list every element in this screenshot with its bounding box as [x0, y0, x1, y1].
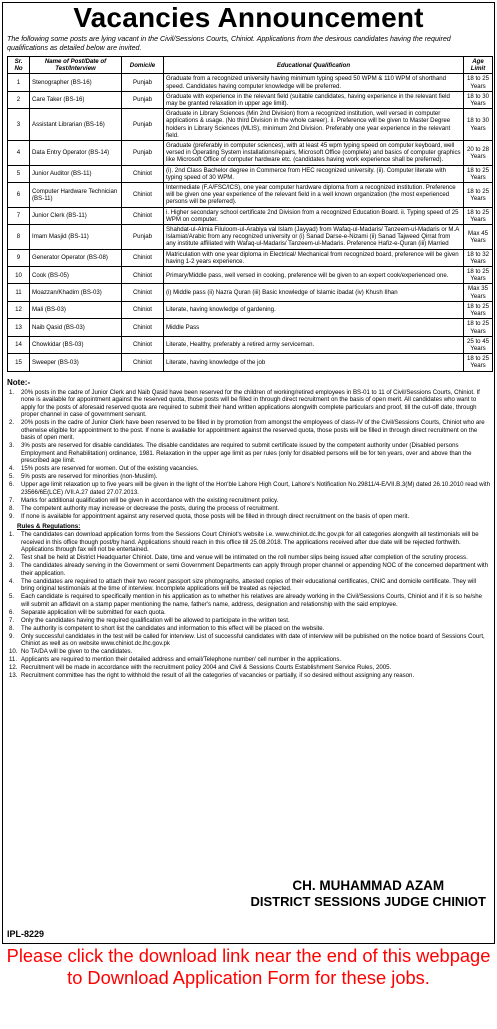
cell-post: Imam Masjid (BS-11) [30, 225, 122, 250]
cell-domicile: Chiniot [122, 284, 164, 301]
note-item-number: 3. [9, 442, 15, 450]
cell-sr: 4 [8, 141, 30, 166]
note-item [7, 513, 490, 521]
cell-sr: 6 [8, 183, 30, 208]
cell-post: Computer Hardware Technician (BS-11) [30, 183, 122, 208]
note-item-text: If none is available for appointment against any reserved quota, those posts will be filled in through direct recruitment on the basis of open merit. [21, 512, 410, 520]
note-item-number: 1. [9, 388, 15, 396]
ad-title: Vacancies Announcement [73, 2, 424, 33]
cell-post: Naib Qasid (BS-03) [30, 319, 122, 336]
cell-post: Junior Auditor (BS-11) [30, 165, 122, 182]
signatory-designation: DISTRICT SESSIONS JUDGE CHINIOT [250, 894, 486, 909]
table-row [8, 225, 493, 250]
table-row [8, 336, 493, 353]
cell-qualification: Matriculation with one year diploma in Electrical/ Mechanical from recognized board, preference will be given having 1-2 years experience. [164, 249, 464, 266]
note-item-text: 20% posts in the cadre of Junior Clerk have been reserved to be filled in by promotion from amongst the employees of class-IV of the Civil/Sessions Courts, Chiniot who are otherwise eligible for appointment to the post. If none is available for appointment against the reserved quota, those posts will be filled in through direct recruitment on the basis of open merit. [21, 419, 485, 442]
cell-domicile: Punjab [122, 74, 164, 91]
cell-post: Stenographer (BS-16) [30, 74, 122, 91]
rules-list [7, 531, 490, 680]
cell-qualification: (i) Middle pass (ii) Nazra Quran (iii) Basic knowledge of Islamic ibadat (iv) Khush Ilhan [164, 284, 464, 301]
rule-item [7, 617, 490, 625]
rule-item-text: Recruitment committee has the right to withhold the result of all the categories of vacancies or partially, if so desired without assigning any reason. [21, 672, 415, 680]
cell-post: Generator Operator (BS-08) [30, 249, 122, 266]
vacancies-table [7, 56, 493, 372]
rule-item-number: 12. [9, 664, 18, 672]
note-item-number: 5. [9, 473, 15, 481]
cell-sr: 14 [8, 336, 30, 353]
ad-intro: The following some posts are lying vacant in the Civil/Sessions Courts, Chiniot. Applications from the desirous candidates having the required qualifications as detailed below are invited. [7, 35, 451, 52]
cell-post: Chowkidar (BS-03) [30, 336, 122, 353]
table-row [8, 267, 493, 284]
note-item [7, 465, 490, 473]
header-age: Age Limit [464, 57, 493, 74]
table-row [8, 207, 493, 224]
cell-age: Max 45 Years [464, 225, 493, 250]
cell-qualification: Middle Pass [164, 319, 464, 336]
cell-sr: 12 [8, 301, 30, 318]
rule-item-text: No TA/DA will be given to the candidates. [21, 648, 133, 656]
cell-age: 18 to 25 Years [464, 267, 493, 284]
rules-title: Rules & Regulations: [17, 523, 81, 531]
cell-domicile: Punjab [122, 109, 164, 141]
rule-item-text: Separate application will be submitted for each quota. [21, 608, 166, 616]
note-item [7, 497, 490, 505]
cell-sr: 10 [8, 267, 30, 284]
rule-item [7, 578, 490, 593]
table-body [8, 74, 493, 371]
note-item-text: The competent authority may increase or decrease the posts, during the process of recruitment. [21, 504, 280, 512]
cell-qualification: Graduate (preferably in computer sciences), with at least 45 wpm typing speed on computer keyboard, well versed in Operating System installations/repairs, Microsoft Office (complete) and basics of computer graphics like Microsoft Office of computer hardware etc. (candidates having work experience shall be preferred). [164, 141, 464, 166]
table-row [8, 301, 493, 318]
table-row [8, 109, 493, 141]
cell-age: 18 to 25 Years [464, 74, 493, 91]
rule-item-text: The candidates can download application forms from the Sessions Court Chiniot's website i.e. www.chiniot.dc.lhc.gov.pk for all categories alongwith all testimonials will be received in this office though post/by hand. Applications should reach in this office till 25.08.2018. The applications received after due date will be rejected forthwith. Applications through fax will not be entertained. [21, 531, 479, 554]
rule-item [7, 554, 490, 562]
cell-domicile: Chiniot [122, 354, 164, 371]
cell-age: 18 to 30 Years [464, 91, 493, 108]
rule-item [7, 625, 490, 633]
cell-qualification: Literate, Healthy, preferably a retired army serviceman. [164, 336, 464, 353]
cell-age: 18 to 25 Years [464, 319, 493, 336]
cell-domicile: Punjab [122, 225, 164, 250]
table-row [8, 74, 493, 91]
cell-qualification: (i). 2nd Class Bachelor degree in Commerce from HEC recognized university. (ii). Computer literate with typing speed of 30 WPM. [164, 165, 464, 182]
rule-item [7, 609, 490, 617]
cell-age: 18 to 25 Years [464, 165, 493, 182]
cell-age: Max 35 Years [464, 284, 493, 301]
rule-item-number: 13. [9, 672, 18, 680]
cell-domicile: Chiniot [122, 319, 164, 336]
table-row [8, 284, 493, 301]
note-item-number: 8. [9, 504, 15, 512]
rule-item-number: 11. [9, 656, 18, 664]
table-row [8, 354, 493, 371]
cell-age: 18 to 25 Years [464, 301, 493, 318]
cell-post: Data Entry Operator (BS-14) [30, 141, 122, 166]
note-item-text: 15% posts are reserved for women. Out of the existing vacancies. [21, 465, 199, 473]
note-item-number: 4. [9, 465, 15, 473]
cell-post: Moazzan/Khadim (BS-03) [30, 284, 122, 301]
header-post: Name of Post/Date of Test/Interview [30, 57, 122, 74]
ipl-code: IPL-8229 [7, 929, 45, 939]
cell-domicile: Punjab [122, 141, 164, 166]
rule-item [7, 633, 490, 648]
rule-item-number: 9. [9, 632, 15, 640]
note-item-number: 2. [9, 419, 15, 427]
cell-age: 18 to 32 Years [464, 249, 493, 266]
rule-item-text: Only successful candidates in the test will be called for interview. List of successful candidates with date of interview will be published on the notice board of Sessions Court, Chiniot as well as on website www.chiniot.dc.lhc.gov.pk [21, 632, 485, 648]
cell-domicile: Chiniot [122, 183, 164, 208]
cell-domicile: Chiniot [122, 301, 164, 318]
cell-qualification: Graduate from a recognized university having minimum typing speed 50 WPM & 110 WPM of shorthand speed. Candidates having computer knowledge will be preferred. [164, 74, 464, 91]
rule-item-number: 7. [9, 616, 15, 624]
table-row [8, 141, 493, 166]
cell-domicile: Chiniot [122, 336, 164, 353]
rule-item [7, 648, 490, 656]
cell-age: 18 to 25 Years [464, 354, 493, 371]
download-instruction: Please click the download link near the end of this webpage to Download Application Form for these jobs. [6, 945, 491, 988]
cell-age: 18 to 30 Years [464, 109, 493, 141]
cell-sr: 2 [8, 91, 30, 108]
cell-sr: 13 [8, 319, 30, 336]
cell-post: Junior Clerk (BS-11) [30, 207, 122, 224]
note-item [7, 442, 490, 465]
header-domicile: Domicile [122, 57, 164, 74]
cell-qualification: Literate, having knowledge of the job [164, 354, 464, 371]
cell-qualification: Literate, having knowledge of gardening. [164, 301, 464, 318]
cell-qualification: Graduate with experience in the relevant field (suitable candidates, having experience in the relevant field may be granted relaxation in upper age limit). [164, 91, 464, 108]
cell-post: Mali (BS-03) [30, 301, 122, 318]
cell-sr: 8 [8, 225, 30, 250]
rule-item [7, 656, 490, 664]
cell-post: Assistant Librarian (BS-16) [30, 109, 122, 141]
cell-qualification: Intermediate (F.A/FSC/ICS), one year computer hardware diploma from a recognized institution. Preference will be given one year experience of the relevant field in a well known organization (the most experienced persons will be preferred). [164, 183, 464, 208]
cell-age: 18 to 25 Years [464, 207, 493, 224]
cell-domicile: Chiniot [122, 267, 164, 284]
cell-sr: 1 [8, 74, 30, 91]
cell-qualification: Primary/Middle pass, well versed in cooking, preference will be given to an expert cook/experienced one. [164, 267, 464, 284]
rule-item-text: Test shall be held at District Headquarter Chiniot. Date, time and venue will be intimated on the roll number slips being issued after completion of the scrutiny process. [21, 554, 468, 562]
cell-qualification: Shahdat-ul-Almia Filuloom-ul-Arabiya val Islam (Jayyad) from Wafaq-ul-Madaris/ Tanzeem-ul-Madaris or M.A Islamiat/Arabic from any recognized university or (i) Sanad Darse-e-Nizami (ii) Sanad Tajweed Qirrat from any institute affiliated with Wafaq-ul-Madaris/ Tanzeem-ul-Madaris. Preference Hafiz-e-Quran (iii) Married [164, 225, 464, 250]
cell-qualification: Graduate in Library Sciences (Min 2nd Division) from a recognized institution, well versed in computer applications & usage. (No third Division in the whole career). ii. Preference will be given to Master Degree holders in Library Sciences (MLIS), minimum 2nd Division. Preferably one year experience in the relevant field. [164, 109, 464, 141]
rule-item [7, 664, 490, 672]
table-row [8, 91, 493, 108]
cell-post: Care Taker (BS-16) [30, 91, 122, 108]
rule-item-number: 10. [9, 648, 18, 656]
rule-item-text: The candidates already serving in the Government or semi Government Departments can apply through proper channel or appending NOC of the concerned department with their application. [21, 562, 489, 577]
cell-sr: 9 [8, 249, 30, 266]
note-item-text: 3% posts are reserved for disable candidates. The disable candidates are required to submit certificate issued by the competent authority under (Disabled persons Employment and Rehabilitation) ordinance, 1981. Relaxation in the upper age limit as per rules (only for disabled persons will be for ten years, over and above than the prescribed age limit. [21, 442, 472, 465]
cell-sr: 15 [8, 354, 30, 371]
note-item-number: 7. [9, 496, 15, 504]
cell-qualification: i. Higher secondary school certificate 2nd Division from a recognized Education Board. ii. Typing speed of 25 WPM on computer. [164, 207, 464, 224]
rule-item-text: The candidates are required to attach their two recent passport size photographs, attested copies of their educational certificates, CNIC and domicile certificate. They will bring original testimonials at the time of interview. Incomplete applications will be treated as rejected. [21, 577, 477, 593]
rule-item-number: 3. [9, 562, 15, 570]
note-item-number: 6. [9, 481, 15, 489]
rule-item-text: Each candidate is required to specifically mention in his application as to whether his relatives are already working in the Civil/Sessions Courts, Chiniot and if it is so he/she will submit an affidavit on a stamp paper mentioning the name, father's name, address, designation and relationship with the said employee. [21, 593, 482, 608]
note-item [7, 481, 490, 496]
rule-item-text: The authority is competent to short list the candidates and information to this effect will be placed on the website. [21, 624, 325, 632]
rule-item-number: 2. [9, 554, 15, 562]
rule-item-number: 4. [9, 577, 15, 585]
notes-title: Note:- [7, 377, 31, 387]
cell-age: 25 to 45 Years [464, 336, 493, 353]
cell-domicile: Punjab [122, 91, 164, 108]
rule-item [7, 562, 490, 577]
notes-list [7, 389, 490, 521]
table-header-row [8, 57, 493, 74]
cell-sr: 3 [8, 109, 30, 141]
rule-item [7, 531, 490, 554]
note-item [7, 389, 490, 419]
rule-item [7, 593, 490, 608]
table-row [8, 319, 493, 336]
rule-item-text: Applicants are required to mention their detailed address and email/Telephone number/ cell number in the applications. [21, 656, 342, 664]
cell-domicile: Chiniot [122, 165, 164, 182]
note-item-text: 5% posts are reserved for minorities (non-Muslim). [21, 473, 158, 481]
signatory-name: CH. MUHAMMAD AZAM [292, 878, 445, 893]
rule-item [7, 672, 490, 680]
cell-age: 18 to 25 Years [464, 183, 493, 208]
rule-item-number: 6. [9, 608, 15, 616]
rule-item-text: Only the candidates having the required qualification will be allowed to participate in the written test. [21, 616, 290, 624]
table-row [8, 165, 493, 182]
rule-item-number: 1. [9, 531, 15, 539]
note-item [7, 419, 490, 442]
cell-domicile: Chiniot [122, 207, 164, 224]
note-item-text: 20% posts in the cadre of Junior Clerk and Naib Qasid have been reserved for the children of working/retired employees in BS-01 to 11 of Civil/Sessions Courts, Chiniot. If none is available for appointment against the reserved quota, those posts will be filled in through direct recruitment on the basis of open merit. All candidates who want to apply for the posts of aforesaid reserved quota are required to submit their hand written applications alongwith complete particulars and proof, till the cut-off date, through proper channel in case of government servant. [21, 388, 480, 419]
rule-item-number: 8. [9, 624, 15, 632]
cell-sr: 7 [8, 207, 30, 224]
rule-item-text: Recruitment will be made in accordance with the recruitment policy 2004 and Civil & Sessions Courts Establishment Service Rules, 2005. [21, 664, 392, 672]
note-item-number: 9. [9, 512, 15, 520]
note-item-text: Upper age limit relaxation up to five years will be given in the light of the Hon'ble Lahore High Court, Lahore's Notification No.29811/4-E/VII.B.3(M) dated 26.10.2010 read with 23566/6E(LCE) /VII.A.27 dated 27.07.2013. [21, 481, 490, 496]
rule-item-number: 5. [9, 593, 15, 601]
table-row [8, 249, 493, 266]
cell-sr: 11 [8, 284, 30, 301]
cell-sr: 5 [8, 165, 30, 182]
vacancy-advertisement [2, 2, 495, 944]
cell-domicile: Chiniot [122, 249, 164, 266]
signature-block [251, 878, 486, 910]
table-row [8, 183, 493, 208]
note-item-text: Marks for additional qualification will be given in accordance with the existing recruitment policy. [21, 496, 279, 504]
header-qualification: Educational Qualification [164, 57, 464, 74]
header-sr: Sr. No [8, 57, 30, 74]
cell-age: 20 to 28 Years [464, 141, 493, 166]
note-item [7, 505, 490, 513]
cell-post: Cook (BS-05) [30, 267, 122, 284]
cell-post: Sweeper (BS-03) [30, 354, 122, 371]
note-item [7, 473, 490, 481]
